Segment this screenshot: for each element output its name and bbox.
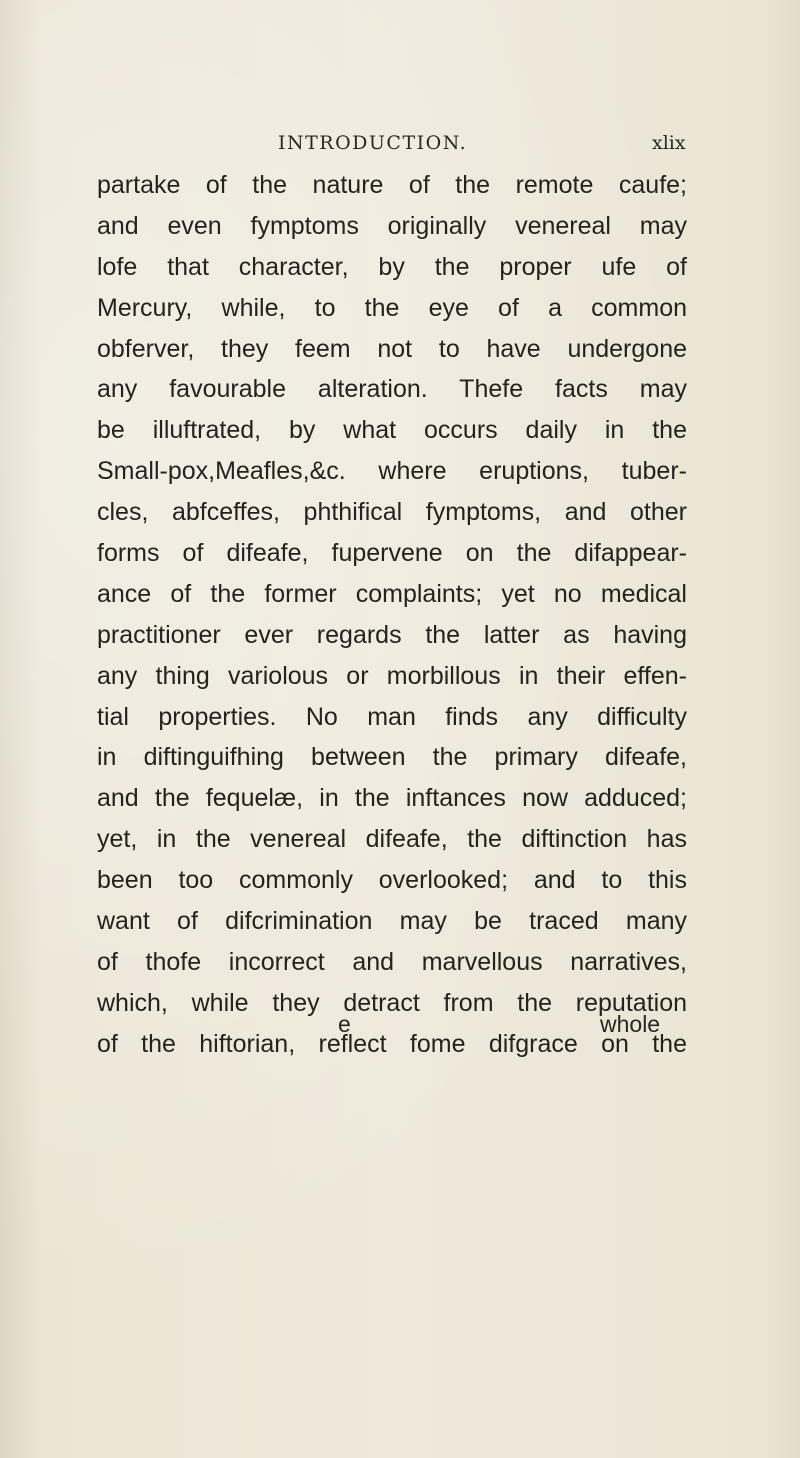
text-line: want of difcrimination may be traced many (97, 907, 687, 936)
catchword: whole (600, 1011, 661, 1037)
text-line: in diftinguifhing between the primary difeafe, (97, 743, 687, 772)
signature-mark: e (338, 1011, 351, 1037)
text-line: yet, in the venereal difeafe, the diftinction has (97, 825, 687, 854)
body-text (97, 165, 687, 1065)
text-line: be illuftrated, by what occurs daily in the (97, 416, 687, 445)
text-line: tial properties. No man finds any difficulty (97, 702, 687, 731)
text-line: been too commonly overlooked; and to this (97, 866, 687, 895)
text-line: any thing variolous or morbillous in their effen- (97, 661, 687, 690)
text-line: of the hiftorian, reflect fome difgrace on the (97, 1029, 687, 1058)
running-title: INTRODUCTION. (278, 132, 468, 154)
text-line: Small-pox,Meafles,&c. where eruptions, tuber- (97, 457, 687, 486)
text-line: obferver, they feem not to have undergone (97, 334, 687, 363)
page-number: xlix (652, 132, 686, 154)
text-line: forms of difeafe, fupervene on the difappear- (97, 539, 687, 568)
text-line: lofe that character, by the proper ufe of (97, 252, 687, 281)
running-head (0, 132, 800, 162)
text-line: of thofe incorrect and marvellous narratives, (97, 947, 687, 976)
text-line: practitioner ever regards the latter as having (97, 620, 687, 649)
text-line: cles, abfceffes, phthifical fymptoms, and other (97, 498, 687, 527)
text-line: partake of the nature of the remote caufe; (97, 171, 687, 199)
text-line: Mercury, while, to the eye of a common (97, 293, 687, 322)
text-line: and the fequelæ, in the inftances now adduced; (97, 784, 687, 813)
text-line: which, while they detract from the reputation (97, 988, 687, 1017)
catchline (0, 1011, 800, 1045)
text-line: any favourable alteration. Thefe facts may (97, 375, 687, 404)
text-line: ance of the former complaints; yet no medical (97, 579, 687, 608)
text-line: and even fymptoms originally venereal may (97, 211, 687, 240)
